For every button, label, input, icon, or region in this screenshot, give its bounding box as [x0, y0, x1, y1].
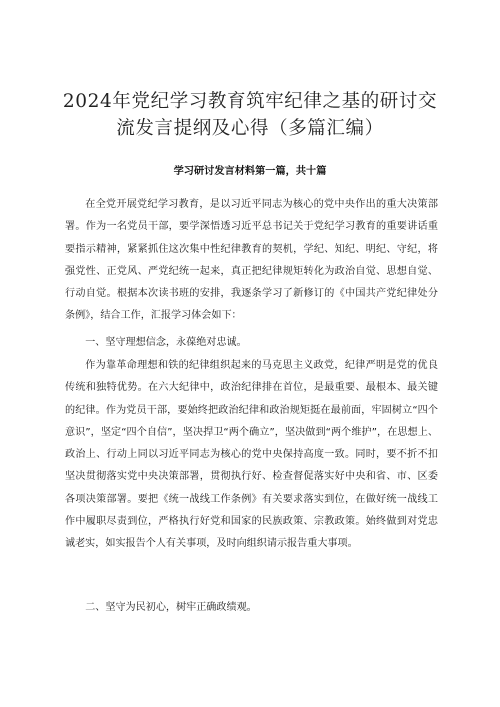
document-title	[60, 88, 440, 142]
title-line-1: 2024年党纪学习教育筑牢纪律之基的研讨交	[62, 91, 438, 112]
paragraph-intro: 在全党开展党纪学习教育，是以习近平同志为核心的党中央作出的重大决策部署。作为一名党员干部，要学深悟透习近平总书记关于党纪学习教育的重要讲话重要指示精神，紧紧抓住这次集中性纪律教育的契机，学纪、知纪、明纪、守纪，将强党性、正党风、严党纪统一起来，真正把纪律规矩转化为政治自觉、思想自觉、行动自觉。根据本次读书班的安排，我逐条学习了新修订的《中国共产党纪律处分条例》，结合工作，汇报学习体会如下：	[65, 199, 438, 322]
section-heading: 学习研讨发言材料第一篇，共十篇	[173, 166, 327, 177]
subheading-2: 二、坚守为民初心，树牢正确政绩观。	[85, 602, 257, 613]
subheading-1: 一、坚守理想信念，永葆绝对忠诚。	[85, 337, 247, 348]
title-line-2: 流发言提纲及心得（多篇汇编）	[116, 118, 384, 139]
paragraph-body: 作为靠革命理想和铁的纪律组织起来的马克思主义政党，纪律严明是党的优良传统和独特优势。在六大纪律中，政治纪律排在首位，是最重要、最根本、最关键的纪律。作为党员干部，要始终把政治纪律和政治规矩挺在最前面，牢固树立“四个意识”，坚定“四个自信”，坚决捍卫“两个确立”，坚决做到“两个维护”，在思想上、政治上、行动上同以习近平同志为核心的党中央保持高度一致。同时，要不折不扣坚决贯彻落实党中央决策部署，贯彻执行好、检查督促落实好中央和省、市、区委各项决策部署。要把《统一战线工作条例》有关要求落实到位，在做好统一战线工作中履职尽责到位，严格执行好党和国家的民族政策、宗教政策。始终做到对党忠诚老实，如实报告个人有关事项，及时向组织请示报告重大事项。	[65, 360, 438, 550]
